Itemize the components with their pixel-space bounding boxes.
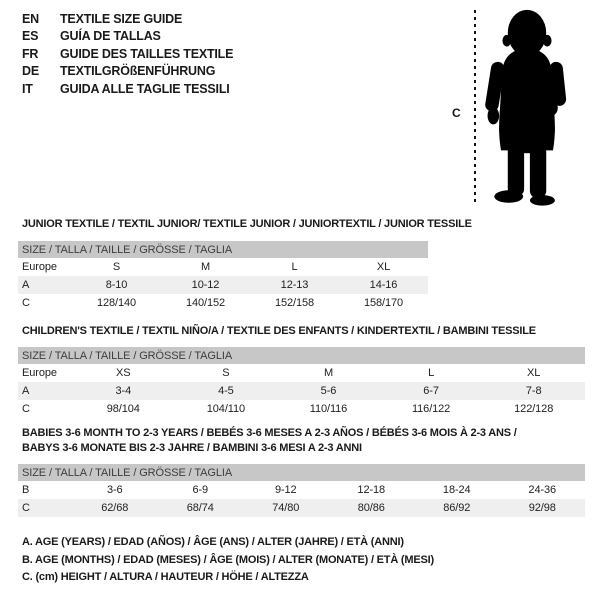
table-cell: 152/158 (274, 297, 315, 309)
table-cell: 10-12 (161, 276, 250, 294)
height-measure-label: C (452, 106, 461, 120)
table-cell: 68/74 (158, 499, 244, 517)
table-cell: 3-4 (72, 382, 175, 400)
table-cell: 158/170 (363, 297, 404, 309)
size-header-row (18, 464, 585, 481)
language-row-de (22, 63, 233, 81)
table-cell: XL (527, 367, 541, 379)
language-code: EN (22, 11, 39, 26)
size-header-row (18, 347, 585, 364)
table-cell: 6-9 (192, 484, 209, 496)
language-row-fr (22, 45, 233, 63)
table-cell: 5-6 (277, 382, 380, 400)
table-cell: 104/110 (206, 403, 246, 415)
table-row (18, 258, 428, 276)
table-cell: 3-6 (106, 484, 123, 496)
babies-table-title-line2: BABYS 3-6 MONATE BIS 2-3 JAHRE / BAMBINI 3-6 MESI A 2-3 ANNI (22, 442, 362, 454)
table-cell: 62/68 (72, 499, 158, 517)
language-code: DE (22, 64, 39, 79)
language-row-it (22, 80, 233, 98)
row-label: C (18, 499, 72, 517)
guide-title-it: GUIDA ALLE TAGLIE TESSILI (60, 81, 230, 96)
table-cell: 110/116 (309, 403, 348, 415)
children-size-table (18, 347, 585, 418)
babies-table-title (22, 426, 517, 456)
measurement-legend (22, 534, 434, 587)
table-row (18, 382, 585, 400)
table-cell: 14-16 (339, 276, 428, 294)
table-cell: XS (116, 367, 131, 379)
guide-title-de: TEXTILGRÖßENFÜHRUNG (60, 64, 216, 79)
size-header-row (18, 241, 428, 258)
table-row (18, 400, 585, 418)
children-table-title: CHILDREN'S TEXTILE / TEXTIL NIÑO/A / TEXTILE DES ENFANTS / KINDERTEXTIL / BAMBINI TESSILE (22, 325, 536, 337)
table-cell: 128/140 (96, 297, 137, 309)
table-row (18, 499, 585, 517)
junior-size-table (18, 241, 428, 312)
table-cell: 18-24 (442, 484, 471, 496)
table-cell: 7-8 (482, 382, 585, 400)
junior-table-title: JUNIOR TEXTILE / TEXTIL JUNIOR/ TEXTILE JUNIOR / JUNIORTEXTIL / JUNIOR TESSILE (22, 218, 472, 230)
height-measure-dotted-line (474, 10, 476, 206)
table-cell: 8-10 (72, 276, 161, 294)
table-cell: 12-13 (250, 276, 339, 294)
table-cell: 24-36 (528, 484, 557, 496)
table-cell: L (291, 261, 298, 273)
row-label: B (22, 484, 30, 496)
language-header (22, 10, 233, 98)
babies-size-table (18, 464, 585, 517)
language-code: ES (22, 29, 39, 44)
row-label: Europe (22, 261, 57, 273)
table-cell: S (222, 367, 230, 379)
table-cell: S (112, 261, 121, 273)
toddler-silhouette-icon (483, 8, 571, 210)
table-cell: XL (376, 261, 391, 273)
table-cell: L (428, 367, 435, 379)
table-cell: M (200, 261, 211, 273)
legend-line-b: B. AGE (MONTHS) / EDAD (MESES) / ÂGE (MOIS) / ALTER (MONATE) / ETÀ (MESI) (22, 553, 434, 566)
row-label: C (22, 297, 30, 309)
table-cell: 86/92 (414, 499, 500, 517)
table-cell: 98/104 (106, 403, 140, 415)
legend-line-c: C. (cm) HEIGHT / ALTURA / HAUTEUR / HÖHE / ALTEZZA (22, 571, 309, 583)
row-label: C (22, 403, 30, 415)
table-row (18, 481, 585, 499)
table-cell: M (323, 367, 334, 379)
guide-title-es: GUÍA DE TALLAS (60, 29, 161, 44)
table-row (18, 276, 428, 294)
table-cell: 140/152 (185, 297, 226, 309)
table-cell: 4-5 (175, 382, 278, 400)
table-cell: 92/98 (500, 499, 586, 517)
language-row-en (22, 10, 233, 28)
language-code: IT (22, 81, 33, 96)
table-cell: 9-12 (274, 484, 297, 496)
row-label: Europe (22, 367, 57, 379)
babies-table-title-line1: BABIES 3-6 MONTH TO 2-3 YEARS / BEBÉS 3-6 MESES A 2-3 AÑOS / BÉBÉS 3-6 MOIS À 2-3 ANS / (22, 427, 517, 439)
language-row-es (22, 28, 233, 46)
table-row (18, 364, 585, 382)
row-label: A (18, 382, 72, 400)
guide-title-en: TEXTILE SIZE GUIDE (60, 11, 183, 26)
table-cell: 116/122 (411, 403, 451, 415)
table-row (18, 294, 428, 312)
language-code: FR (22, 46, 39, 61)
size-header-label: SIZE / TALLA / TAILLE / GRÖSSE / TAGLIA (18, 347, 585, 364)
table-cell: 122/128 (514, 403, 554, 415)
legend-line-a: A. AGE (YEARS) / EDAD (AÑOS) / ÂGE (ANS) / ALTER (JAHRE) / ETÀ (ANNI) (22, 536, 404, 548)
table-cell: 74/80 (243, 499, 329, 517)
table-cell: 80/86 (329, 499, 415, 517)
size-header-label: SIZE / TALLA / TAILLE / GRÖSSE / TAGLIA (18, 464, 585, 481)
table-cell: 12-18 (357, 484, 386, 496)
table-cell: 6-7 (380, 382, 483, 400)
guide-title-fr: GUIDE DES TAILLES TEXTILE (60, 46, 234, 61)
size-header-label: SIZE / TALLA / TAILLE / GRÖSSE / TAGLIA (18, 241, 428, 258)
row-label: A (18, 276, 72, 294)
